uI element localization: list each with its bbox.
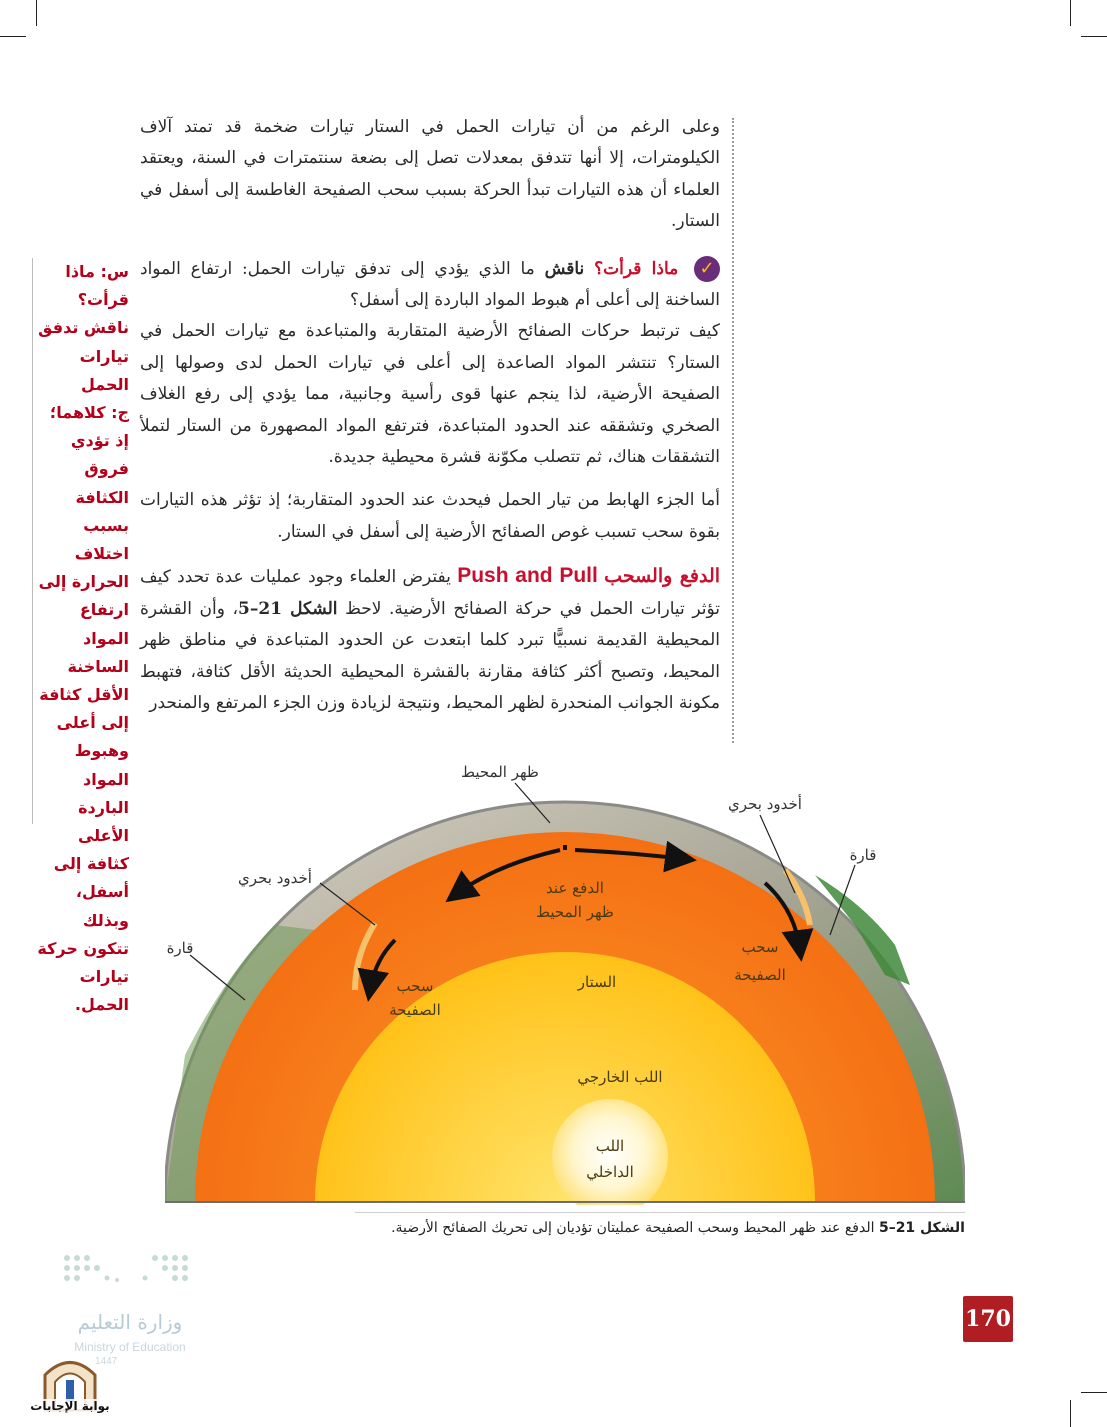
paragraph-3: أما الجزء الهابط من تيار الحمل فيحدث عند الحدود المتقاربة؛ إذ تؤثر هذه التيارات بقوة سحب تسبب غوص الصفائح الأرضية إلى أسفل في الستار. <box>140 490 720 542</box>
crop-mark <box>1070 1400 1071 1427</box>
label-ridge-push-2: ظهر المحيط <box>536 903 614 921</box>
reading-check-label: ماذا قرأت؟ <box>594 258 679 279</box>
figure-reference: الشكل 21–5 <box>238 598 338 619</box>
label-slab-pull-left-1: سحب <box>396 977 434 995</box>
label-continent-right: قارة <box>849 846 877 864</box>
reading-check-question: ما الذي يؤدي إلى تدفق تيارات الحمل: ارتفاع المواد الساخنة إلى أعلى أم هبوط المواد الباردة إلى أسفل؟ <box>140 258 720 311</box>
label-continent-left: قارة <box>166 939 194 957</box>
main-text <box>140 112 720 719</box>
page-number: 170 <box>963 1296 1013 1342</box>
push-pull-paragraph <box>140 560 720 719</box>
paragraph-2: كيف ترتبط حركات الصفائح الأرضية المتقاربة والمتباعدة مع تيارات الحمل في الستار؟ تنتشر المواد الصاعدة إلى أعلى في تيارات الحمل لدى وصولها إلى الصفيحة الأرضية، لذا ينجم عنها قوى رأسية وجانبية، مما يؤدي إلى رفع الغلاف الصخري وتشققه عند الحدود المتباعدة، فترتفع المواد المصهورة من الستار لتملأ التشققات هناك، ثم تتصلب مكوّنة قشرة محيطية جديدة. <box>140 321 720 468</box>
crop-mark <box>1081 36 1107 37</box>
crop-mark <box>1070 0 1071 26</box>
column-divider <box>732 118 734 743</box>
ministry-year: 1447 <box>95 1356 118 1367</box>
earth-cross-section-figure <box>165 755 965 1205</box>
label-inner-core-1: اللب <box>595 1137 625 1155</box>
label-outer-core: اللب الخارجي <box>577 1068 663 1086</box>
site-badge-label: بوابة الإجابات <box>28 1399 112 1413</box>
label-ridge: ظهر المحيط <box>461 763 539 781</box>
crop-mark <box>0 36 26 37</box>
ministry-name-en: Ministry of Education <box>74 1340 186 1354</box>
reading-check <box>140 254 720 317</box>
figure-caption <box>355 1212 965 1243</box>
label-slab-pull-right-2: الصفيحة <box>734 966 786 984</box>
side-question: س: ماذا قرأت؟ ناقش تدفق تيارات الحمل <box>38 262 129 394</box>
push-pull-text-2: ، وأن القشرة المحيطية القديمة نسبيًّا تبرد كلما ابتعدت عن الحدود المتباعدة في مناطق ظهر المحيط، وتصبح أكثر كثافة مقارنة بالقشرة المحيطية الحديثة الأقل كثافة، فتهبط مكونة الجوانب المنحدرة لظهر المحيط، ونتيجة لزيادة وزن الجزء المرتفع والمنحدر <box>140 598 720 713</box>
caption-text: الدفع عند ظهر المحيط وسحب الصفيحة عمليتان تؤديان إلى تحريك الصفائح الأرضية. <box>391 1220 875 1236</box>
label-slab-pull-left-2: الصفيحة <box>389 1001 441 1019</box>
push-pull-heading-ar: الدفع والسحب <box>604 565 721 588</box>
ministry-name-ar: وزارة التعليم <box>77 1310 183 1334</box>
side-answer-text: ج: كلاهما؛ إذ تؤدي فروق الكثافة بسبب اختلاف الحرارة إلى ارتفاع المواد الساخنة الأقل كثافة إلى أعلى وهبوط المواد الباردة الأعلى كثافة إلى أسفل، وبذلك تتكون حركة تيارات الحمل. <box>37 403 129 1015</box>
label-ridge-push-1: الدفع عند <box>546 879 604 897</box>
label-slab-pull-right-1: سحب <box>741 938 779 956</box>
push-pull-heading-en: Push and Pull <box>457 564 598 588</box>
push-pull-text-1: يفترض العلماء وجود عمليات عدة تحدد كيف تؤثر تيارات الحمل في حركة الصفائح الأرضية. لاحظ <box>140 567 720 619</box>
discuss-label: ناقش <box>544 258 585 279</box>
checkmark-icon: ✓ <box>694 256 720 282</box>
label-trench-right: أخدود بحري <box>728 795 802 813</box>
label-inner-core-2: الداخلي <box>586 1163 634 1181</box>
paragraph-1: وعلى الرغم من أن تيارات الحمل في الستار تيارات ضخمة قد تمتد آلاف الكيلومترات، إلا أنها تتدفق بمعدلات تصل إلى بضعة سنتمترات في السنة، ويعتقد العلماء أن هذه التيارات تبدأ الحركة بسبب سحب الصفيحة الغاطسة إلى أسفل في الستار. <box>140 117 720 232</box>
caption-figure-ref: الشكل 21–5 <box>878 1220 965 1236</box>
label-trench-left: أخدود بحري <box>238 869 312 887</box>
crop-mark <box>1081 1392 1107 1393</box>
crop-mark <box>36 0 37 26</box>
side-answer <box>32 258 131 1015</box>
label-mantle: الستار <box>577 973 617 991</box>
